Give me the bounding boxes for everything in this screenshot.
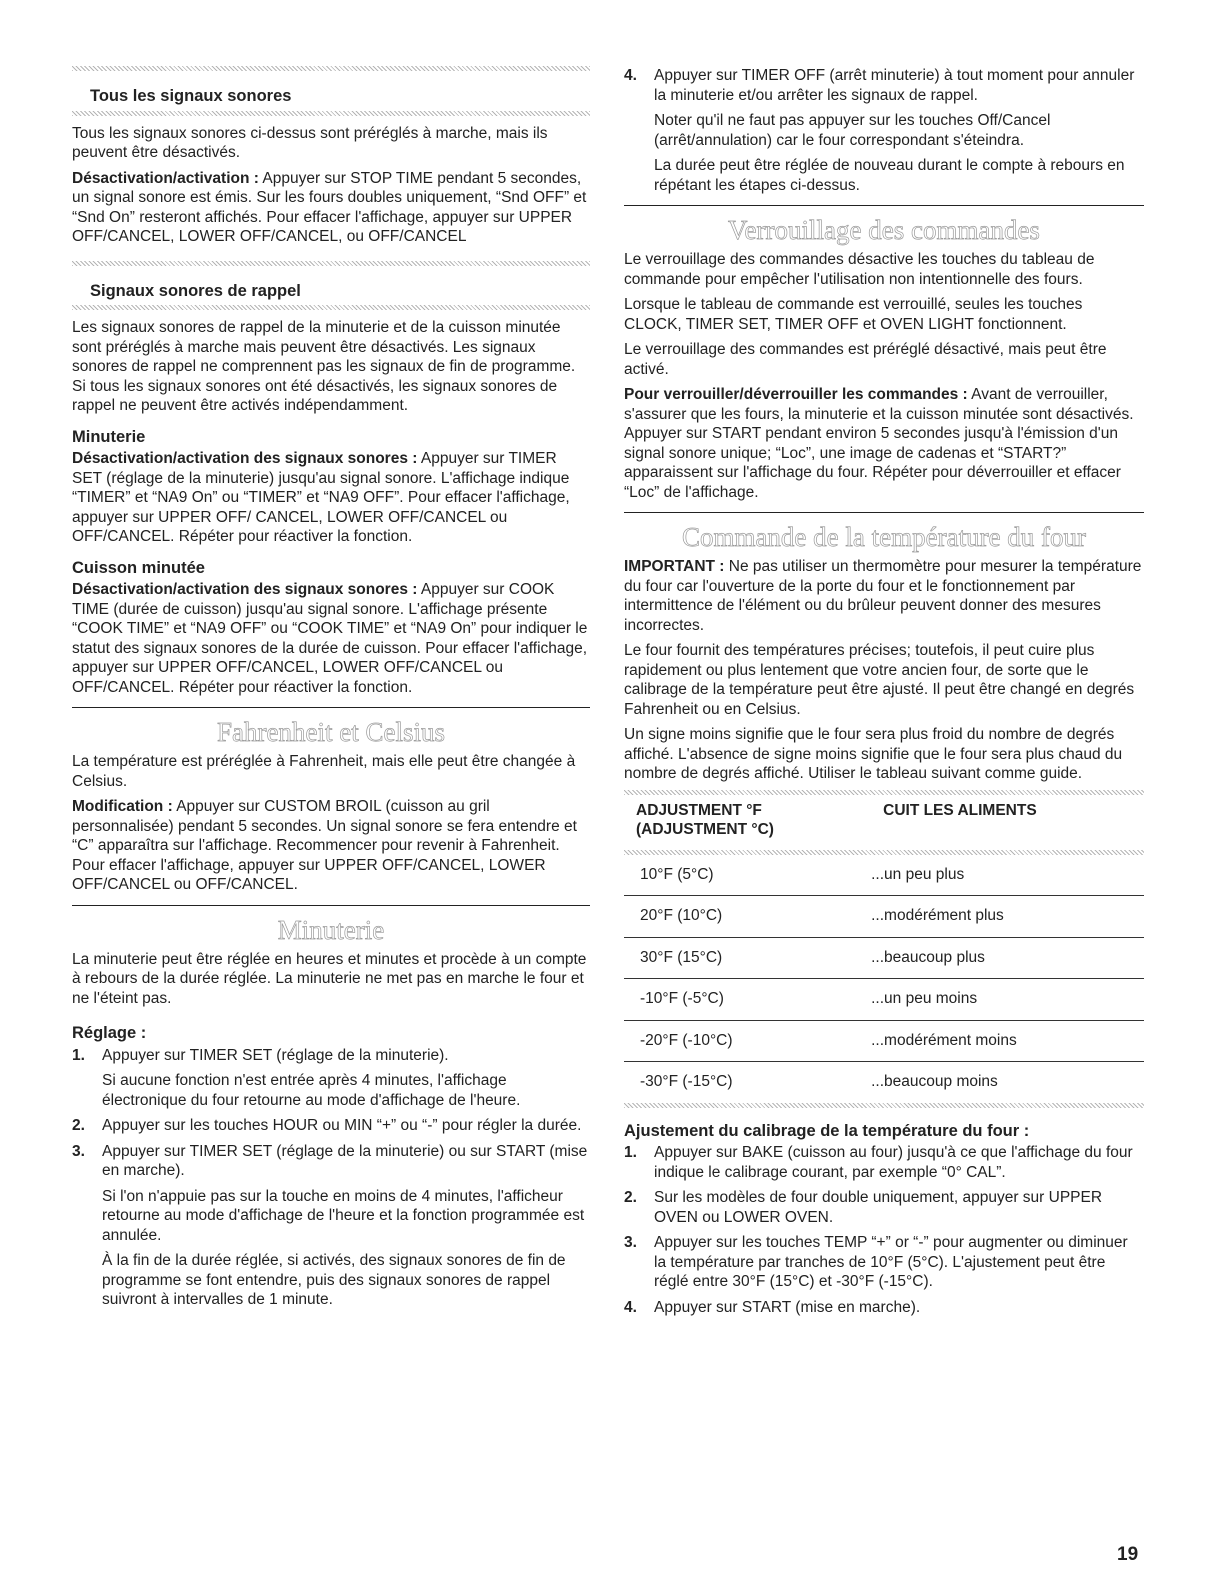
list-item: 2. Sur les modèles de four double uniquement, appuyer sur UPPER OVEN ou LOWER OVEN. [624, 1189, 1103, 1226]
section-divider [72, 111, 590, 116]
right-column [624, 66, 1144, 1323]
table-row: -20°F (-10°C) ...modérément moins [624, 1020, 1144, 1062]
table-header-cuit: CUIT LES ALIMENTS [883, 801, 1037, 819]
paragraph: Le verrouillage des commandes est préréglé désactivé, mais peut être activé. [624, 341, 1107, 378]
subheading-minuterie: Minuterie [72, 427, 146, 446]
subheading-ajustement: Ajustement du calibrage de la température du four : [624, 1121, 1030, 1140]
paragraph: Pour verrouiller/déverrouiller les commandes : Avant de verrouiller, s'assurer que les fours, la minuterie et la cuisson minutée sont désactivés. Appuyer sur START pendant environ 5 secondes jusqu'à l'émission d'un signal sonore unique; “Loc”, une image de cadenas et “START?” apparaissent sur l'affichage du four. Répéter pour déverrouiller et effacer “Loc” de l'affichage. [624, 386, 1134, 501]
paragraph: IMPORTANT : Ne pas utiliser un thermomètre pour mesurer la température du four car l'ouverture de la porte du four et le fonctionnement par intermittence de l'élément ou du brûleur peuvent donner des mesures incorrectes. [624, 558, 1142, 634]
list-item: 2. Appuyer sur les touches HOUR ou MIN “+” ou “-” pour régler la durée. [72, 1117, 582, 1134]
steps-list-calibration [624, 1143, 1144, 1317]
table-header-row [624, 797, 1144, 840]
section-rule [624, 205, 1144, 206]
heading-verrouillage: Verrouillage des commandes [728, 215, 1040, 245]
steps-list [72, 1046, 590, 1310]
table-bottom-divider [624, 1103, 1144, 1108]
heading-minuterie: Minuterie [277, 914, 385, 945]
table-row: 30°F (15°C) ...beaucoup plus [624, 937, 1144, 979]
table-row: 10°F (5°C) ...un peu plus [624, 855, 1144, 896]
paragraph: Un signe moins signifie que le four sera plus froid du nombre de degrés affiché. L'absence de signe moins signifie que le four sera plus chaud du nombre de degrés affiché. Utiliser le tableau suivant comme guide. [624, 726, 1123, 782]
section-rule [72, 905, 590, 906]
section-rule [624, 512, 1144, 513]
list-item: 4. Appuyer sur TIMER OFF (arrêt minuterie) à tout moment pour annuler la minuterie et/ou arrêter les signaux de rappel. Noter qu'il ne faut pas appuyer sur les touches Off/Cancel (arrêt/annulation) car le four correspondant s'éteindra. La durée peut être réglée de nouveau durant le compte à rebours en répétant les étapes ci-dessus. [624, 67, 1135, 194]
page-number: 19 [1117, 1544, 1139, 1565]
adjustment-table [624, 797, 1144, 1103]
paragraph: Désactivation/activation des signaux sonores : Appuyer sur TIMER SET (réglage de la minuterie) jusqu'au signal sonore. L'affichage indique “TIMER” et “NA9 On” ou “TIMER” et “NA9 OFF”. Pour effacer l'affichage, appuyer sur UPPER OFF/ CANCEL, LOWER OFF/CANCEL ou OFF/CANCEL. Répéter pour réactiver la fonction. [72, 450, 570, 545]
list-item: 4. Appuyer sur START (mise en marche). [624, 1298, 921, 1316]
table-row: 20°F (10°C) ...modérément plus [624, 896, 1144, 938]
list-item: 1. Appuyer sur BAKE (cuisson au four) jusqu'à ce que l'affichage du four indique le calibrage courant, par exemple “0° CAL”. [624, 1144, 1133, 1181]
paragraph: La température est préréglée à Fahrenheit, mais elle peut être changée à Celsius. [72, 753, 576, 790]
left-column [72, 66, 590, 1316]
list-item: 3. Appuyer sur TIMER SET (réglage de la minuterie) ou sur START (mise en marche). Si l'on n'appuie pas sur la touche en moins de 4 minutes, l'afficheur retourne au mode d'affichage de l'heure et la fonction programmée est annulée. À la fin de la durée réglée, si activés, des signaux sonores de fin de programme se font entendre, puis des signaux sonores de rappel suivront à intervalles de 1 minute. [72, 1142, 588, 1308]
list-item: 1. Appuyer sur TIMER SET (réglage de la minuterie). Si aucune fonction n'est entrée après 4 minutes, l'affichage électronique du four retourne au mode d'affichage de l'heure. [72, 1046, 521, 1109]
subheading-reglage: Réglage : [72, 1024, 147, 1042]
paragraph: Les signaux sonores de rappel de la minuterie et de la cuisson minutée sont préréglés à marche mais peuvent être désactivés. Les signaux sonores de rappel ne comprennent pas les signaux de fin de programme. Si tous les signaux sonores ont été désactivés, les signaux sonores de rappel ne peuvent être activés indépendamment. [72, 319, 576, 414]
paragraph: Le verrouillage des commandes désactive les touches du tableau de commande pour empêcher l'utilisation non intentionnelle des fours. [624, 251, 1095, 288]
subheading-cuisson: Cuisson minutée [72, 558, 205, 577]
section-rule [72, 707, 590, 708]
section-title-reminder-signals: Signaux sonores de rappel [90, 281, 301, 300]
heading-temperature: Commande de la température du four [681, 522, 1087, 552]
paragraph: Le four fournit des températures précises; toutefois, il peut cuire plus rapidement ou plus lentement que votre ancien four, de sorte que le calibrage de la température peut être ajusté. Il peut être changé en degrés Fahrenheit ou en Celsius. [624, 642, 1135, 718]
table-top-divider [624, 790, 1144, 795]
paragraph: La minuterie peut être réglée en heures et minutes et procède à un compte à rebours de la durée réglée. La minuterie ne met pas en marche le four et ne l'éteint pas. [72, 950, 587, 1007]
table-header-adjustment: ADJUSTMENT °F (ADJUSTMENT °C) [636, 801, 774, 838]
section-divider [72, 305, 590, 310]
paragraph: Désactivation/activation : Appuyer sur STOP TIME pendant 5 secondes, un signal sonore est émis. Sur les fours doubles uniquement, “Snd OFF” et “Snd On” resteront affichés. Pour effacer l'affichage, appuyer sur UPPER OFF/CANCEL, LOWER OFF/CANCEL, ou OFF/CANCEL [72, 169, 587, 245]
heading-fahrenheit-celsius: Fahrenheit et Celsius [217, 717, 445, 747]
section-title-all-signals: Tous les signaux sonores [90, 87, 292, 105]
paragraph: Modification : Appuyer sur CUSTOM BROIL (cuisson au gril personnalisée) pendant 5 secondes. Un signal sonore se fera entendre et “C” apparaîtra sur l'affichage. Recommencer pour revenir à Fahrenheit. Pour effacer l'affichage, appuyer sur UPPER OFF/CANCEL, LOWER OFF/CANCEL ou OFF/CANCEL. [72, 798, 577, 893]
paragraph: Désactivation/activation des signaux sonores : Appuyer sur COOK TIME (durée de cuisson) jusqu'au signal sonore. L'affichage présente “COOK TIME” et “NA9 OFF” ou “COOK TIME” et “NA9 On” pour indiquer le statut des signaux sonores de la durée de cuisson. Pour effacer l'affichage, appuyer sur UPPER OFF/CANCEL, LOWER OFF/CANCEL ou OFF/CANCEL. Répéter pour réactiver la fonction. [72, 581, 588, 696]
steps-list-continued [624, 66, 1144, 195]
table-row: -30°F (-15°C) ...beaucoup moins [640, 1073, 998, 1090]
paragraph: Tous les signaux sonores ci-dessus sont préréglés à marche, mais ils peuvent être désactivés. [72, 124, 548, 161]
paragraph: Lorsque le tableau de commande est verrouillé, seules les touches CLOCK, TIMER SET, TIMER OFF et OVEN LIGHT fonctionnent. [624, 296, 1083, 333]
table-row: -10°F (-5°C) ...un peu moins [624, 979, 1144, 1021]
list-item: 3. Appuyer sur les touches TEMP “+” or “-” pour augmenter ou diminuer la température par tranches de 10°F (5°C). L'ajustement peut être réglé entre 30°F (15°C) et -30°F (-15°C). [624, 1234, 1128, 1290]
